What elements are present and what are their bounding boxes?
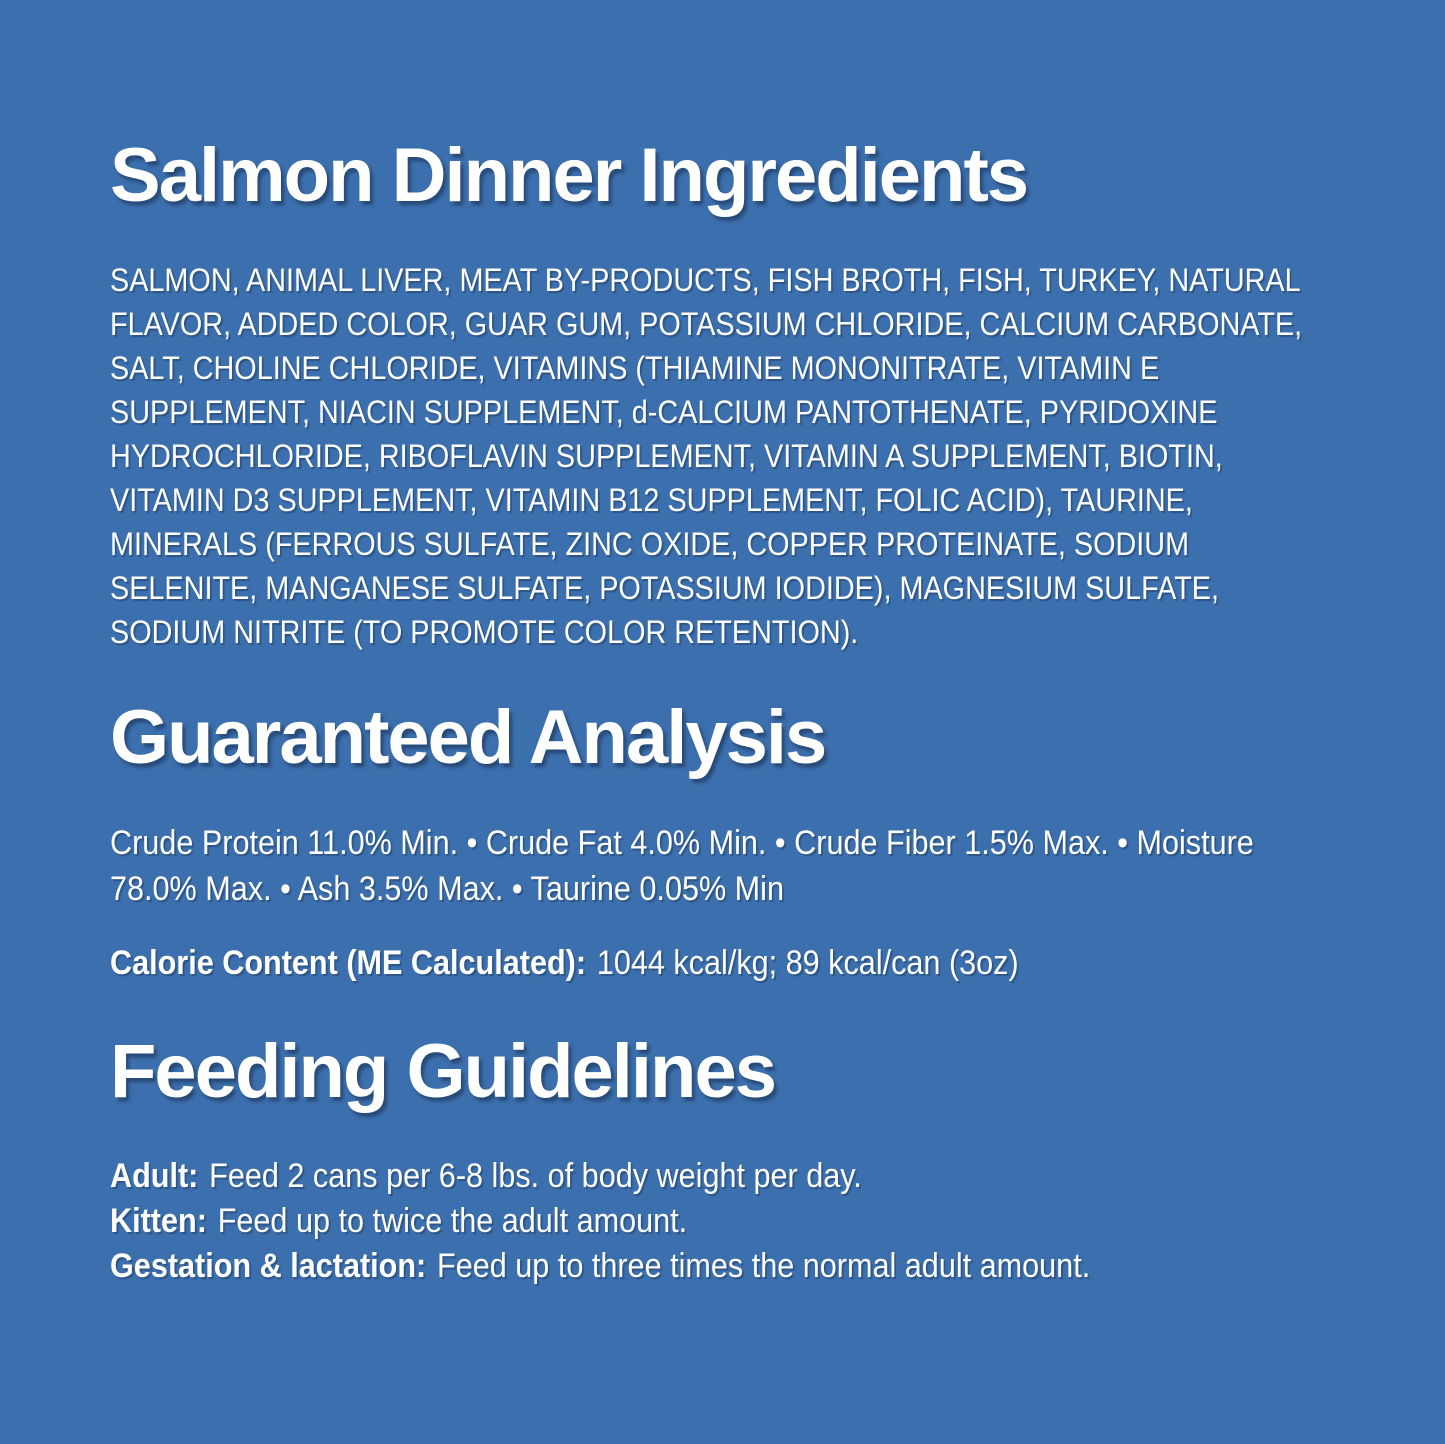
feeding-row-adult-label: Adult: (110, 1157, 199, 1195)
calorie-content-line (110, 940, 1280, 986)
feeding-row-adult (110, 1154, 1298, 1199)
feeding-row-kitten-label: Kitten: (110, 1202, 207, 1240)
feeding-guidelines-title: Feeding Guidelines (110, 1029, 775, 1114)
feeding-row-kitten (110, 1199, 1298, 1244)
feeding-guidelines-rows (110, 1154, 1298, 1289)
feeding-row-gestation (110, 1244, 1298, 1289)
ingredients-list-text: SALMON, ANIMAL LIVER, MEAT BY-PRODUCTS, FISH BROTH, FISH, TURKEY, NATURAL FLAVOR, ADDED COLOR, GUAR GUM, POTASSIUM CHLORIDE, CALCIUM CARBONATE, SALT, CHOLINE CHLORIDE, VITAMINS (THIAMINE MONONITRATE, VITAMIN E SUPPLEMENT, NIACIN SUPPLEMENT, d-CALCIUM PANTOTHENATE, PYRIDOXINE HYDROCHLORIDE, RIBOFLAVIN SUPPLEMENT, VITAMIN A SUPPLEMENT, BIOTIN, VITAMIN D3 SUPPLEMENT, VITAMIN B12 SUPPLEMENT, FOLIC ACID), TAURINE, MINERALS (FERROUS SULFATE, ZINC OXIDE, COPPER PROTEINATE, SODIUM SELENITE, MANGANESE SULFATE, POTASSIUM IODIDE), MAGNESIUM SULFATE, SODIUM NITRITE (TO PROMOTE COLOR RETENTION). (110, 262, 1303, 650)
calorie-content-value: 1044 kcal/kg; 89 kcal/can (3oz) (596, 944, 1019, 982)
ingredients-section-title: Salmon Dinner Ingredients (110, 133, 1028, 218)
guaranteed-analysis-text: Crude Protein 11.0% Min. • Crude Fat 4.0% Min. • Crude Fiber 1.5% Max. • Moisture 78.0% Max. • Ash 3.5% Max. • Taurine 0.05% Min (110, 824, 1254, 908)
feeding-row-kitten-text: Feed up to twice the adult amount. (217, 1202, 688, 1240)
feeding-row-gestation-text: Feed up to three times the normal adult amount. (437, 1247, 1091, 1285)
feeding-row-adult-text: Feed 2 cans per 6-8 lbs. of body weight per day. (209, 1157, 862, 1195)
feeding-row-gestation-label: Gestation & lactation: (110, 1247, 427, 1285)
calorie-content-label: Calorie Content (ME Calculated): (110, 944, 587, 982)
guaranteed-analysis-title: Guaranteed Analysis (110, 695, 826, 780)
